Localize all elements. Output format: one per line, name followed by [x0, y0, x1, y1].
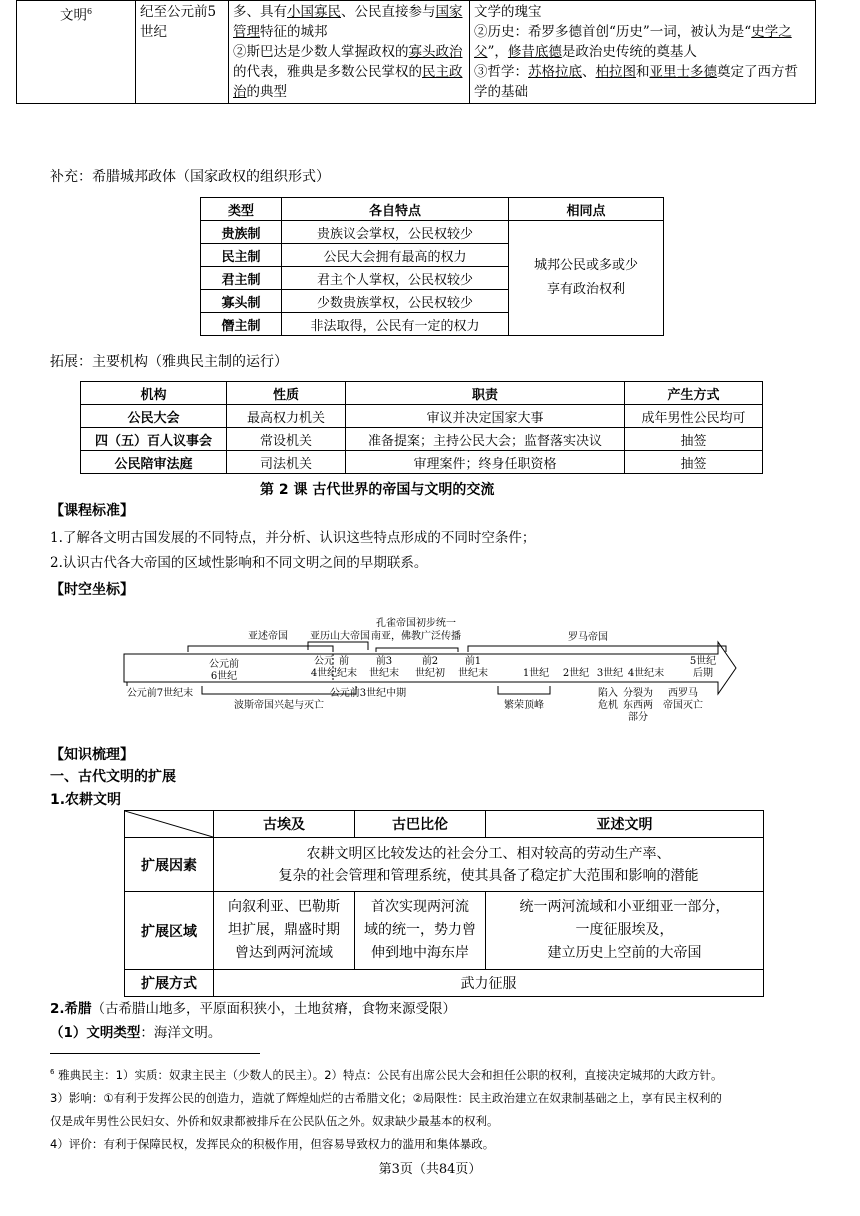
footnote-line-2: 3）影响：①有利于发挥公民的创造力，造就了辉煌灿烂的古希腊文化；②局限性：民主政治建立在奴隶制基础之上，享有民主权利的 — [50, 1091, 722, 1105]
svg-text:公元前3世纪中期: 公元前3世纪中期 — [329, 688, 407, 699]
svg-text:前: 前 — [339, 656, 349, 667]
svg-text:6世纪: 6世纪 — [210, 671, 238, 682]
svg-text:前1: 前1 — [464, 656, 482, 667]
knowledge-heading: 【知识梳理】 — [50, 747, 134, 763]
common-cell: 城邦公民或多或少 享有政治权利 — [509, 221, 664, 336]
svg-text:2世纪: 2世纪 — [562, 668, 590, 679]
corner-cell — [125, 811, 214, 838]
col-feature: 各自特点 — [282, 198, 509, 221]
standard-item-1: 1.了解各文明古国发展的不同特点，并分析、认识这些特点形成的不同时空条件； — [50, 530, 536, 546]
athens-institution-table: 机构 性质 职责 产生方式 公民大会 最高权力机关 审议并决定国家大事 成年男性公民均可 四（五）百人议事会 常设机关 准备提案；主持公民大会；监督落实决议 抽签 公民陪审法庭 司法机关 审理案件；终身任职资格 抽签 — [80, 381, 763, 474]
svg-text:部分: 部分 — [628, 712, 648, 723]
standard-item-2: 2.认识古代各大帝国的区域性影响和不同文明之间的早期联系。 — [50, 555, 428, 571]
table-row: 僭主制 非法取得，公民有一定的权力 — [201, 313, 664, 336]
table-row: 民主制 公民大会拥有最高的权力 — [201, 244, 664, 267]
label-assyria: 亚述帝国 — [248, 631, 288, 642]
svg-text:纪末: 纪末 — [337, 668, 357, 679]
standard-heading: 【课程标准】 — [50, 503, 134, 519]
svg-text:前3: 前3 — [375, 656, 393, 667]
svg-text:4世纪末: 4世纪末 — [627, 668, 665, 679]
diagonal-line — [125, 811, 213, 837]
table-row: 公民陪审法庭 司法机关 审理案件；终身任职资格 抽签 — [81, 451, 763, 474]
svg-text:公元: 公元 — [314, 656, 334, 667]
table-row: 君主制 君主个人掌权，公民权较少 — [201, 267, 664, 290]
svg-text:公元前7世纪末: 公元前7世纪末 — [126, 688, 194, 699]
svg-text:东西两: 东西两 — [623, 700, 653, 711]
civilization-table-continuation — [16, 0, 816, 104]
svg-text:危机: 危机 — [598, 700, 618, 711]
lesson-title: 第 2 课 古代世界的帝国与文明的交流 — [260, 482, 495, 498]
label-rome: 罗马帝国 — [568, 632, 608, 643]
culture-cell: 文学的瑰宝 ②历史：希罗多德首创“历史”一词，被认为是“史学之父”，修昔底德是政治史传统的奠基人 ③哲学：苏格拉底、柏拉图和亚里士多德奠定了西方哲学的基础 — [470, 1, 816, 104]
svg-text:后期: 后期 — [693, 668, 713, 679]
time-cell: 纪至公元前5世纪 — [136, 1, 229, 104]
civilization-type: （1）文明类型：海洋文明。 — [50, 1025, 222, 1041]
footnote-line-1: $^6$ 雅典民主：1）实质：奴隶主民主（少数人的民主）。2）特点：公民有出席公民大会和担任公职的权利，直接决定城邦的大政方针。 — [50, 1068, 723, 1082]
col-type: 类型 — [201, 198, 282, 221]
col-common: 相同点 — [509, 198, 664, 221]
svg-text:世纪末: 世纪末 — [458, 668, 488, 679]
section-1-title: 一、古代文明的扩展 — [50, 769, 176, 785]
label-maurya-2: 南亚，佛教广泛传播 — [371, 631, 461, 642]
svg-text:4世纪: 4世纪 — [310, 668, 338, 679]
label-alexander: 亚历山大帝国 — [310, 631, 370, 642]
svg-text:西罗马: 西罗马 — [668, 688, 698, 699]
babylon-region-cell: 首次实现两河流 域的统一，势力曾 伸到地中海东岸 — [355, 892, 486, 970]
table-row: 四（五）百人议事会 常设机关 准备提案；主持公民大会；监督落实决议 抽签 — [81, 428, 763, 451]
era-cell: 文明$^6$ — [17, 1, 136, 104]
svg-text:世纪初: 世纪初 — [415, 668, 445, 679]
subsection-2-title: 2.希腊（古希腊山地多，平原面积狭小，土地贫瘠，食物来源受限） — [50, 1001, 457, 1017]
table-row: 寡头制 少数贵族掌权，公民权较少 — [201, 290, 664, 313]
footnote-line-4: 4）评价：有利于保障民权，发挥民众的积极作用，但容易导致权力的滥用和集体暴政。 — [50, 1137, 495, 1151]
table-row: 公民大会 最高权力机关 审议并决定国家大事 成年男性公民均可 — [81, 405, 763, 428]
label-peak: 繁荣顶峰 — [504, 700, 544, 711]
svg-text:5世纪: 5世纪 — [689, 656, 717, 667]
supplement-title: 补充：希腊城邦政体（国家政权的组织形式） — [50, 169, 330, 185]
svg-text:前2: 前2 — [421, 656, 439, 667]
subsection-1-title: 1.农耕文明 — [50, 792, 122, 808]
footnote-separator — [50, 1053, 260, 1054]
label-maurya-1: 孔雀帝国初步统一 — [376, 618, 456, 629]
assyria-region-cell: 统一两河流域和小亚细亚一部分， 一度征服埃及， 建立历史上空前的大帝国 — [486, 892, 764, 970]
footnote-line-3: 仅是成年男性公民妇女、外侨和奴隶都被排斥在公民队伍之外。奴隶缺少最基本的权利。 — [50, 1114, 499, 1128]
svg-text:3世纪: 3世纪 — [596, 668, 624, 679]
factor-cell: 农耕文明区比较发达的社会分工、相对较高的劳动生产率、 复杂的社会管理和管理系统，使其具备了稳定扩大范围和影响的潜能 — [214, 838, 764, 892]
table-row: 贵族制 贵族议会掌权，公民权较少 城邦公民或多或少 享有政治权利 — [201, 221, 664, 244]
svg-text:世纪末: 世纪末 — [369, 668, 399, 679]
svg-text:1世纪: 1世纪 — [522, 668, 550, 679]
svg-text:公元前: 公元前 — [209, 659, 239, 670]
farming-civilization-table: 古埃及 古巴比伦 亚述文明 扩展因素 农耕文明区比较发达的社会分工、相对较高的劳动生产率、 复杂的社会管理和管理系统，使其具备了稳定扩大范围和影响的潜能 扩展区域 向叙利亚、巴勒斯 坦扩展，鼎盛时期 曾达到两河流域 首次实现两河流 域的统一，势力曾 伸到地中海东岸 统一两河流域和小亚细亚一部分， 一度征服埃及， 建立历史上空前的大帝国 扩展方式 武力征服 — [124, 810, 764, 997]
svg-text:帝国灭亡: 帝国灭亡 — [663, 700, 703, 711]
page-number: 第3页（共84页） — [378, 1162, 482, 1177]
egypt-region-cell: 向叙利亚、巴勒斯 坦扩展，鼎盛时期 曾达到两河流域 — [214, 892, 355, 970]
politics-cell: 多、具有小国寡民、公民直接参与国家管理特征的城邦 ②斯巴达是少数人掌握政权的寡头政治的代表，雅典是多数公民掌权的民主政治的典型 — [229, 1, 470, 104]
coordinate-heading: 【时空坐标】 — [50, 582, 134, 598]
svg-text:分裂为: 分裂为 — [623, 688, 653, 699]
extension-title: 拓展：主要机构（雅典民主制的运行） — [50, 354, 288, 370]
label-persia: 波斯帝国兴起与灭亡 — [234, 700, 324, 711]
timeline-diagram — [118, 612, 748, 734]
polity-type-table — [200, 197, 664, 336]
svg-text:陷入: 陷入 — [598, 688, 618, 699]
